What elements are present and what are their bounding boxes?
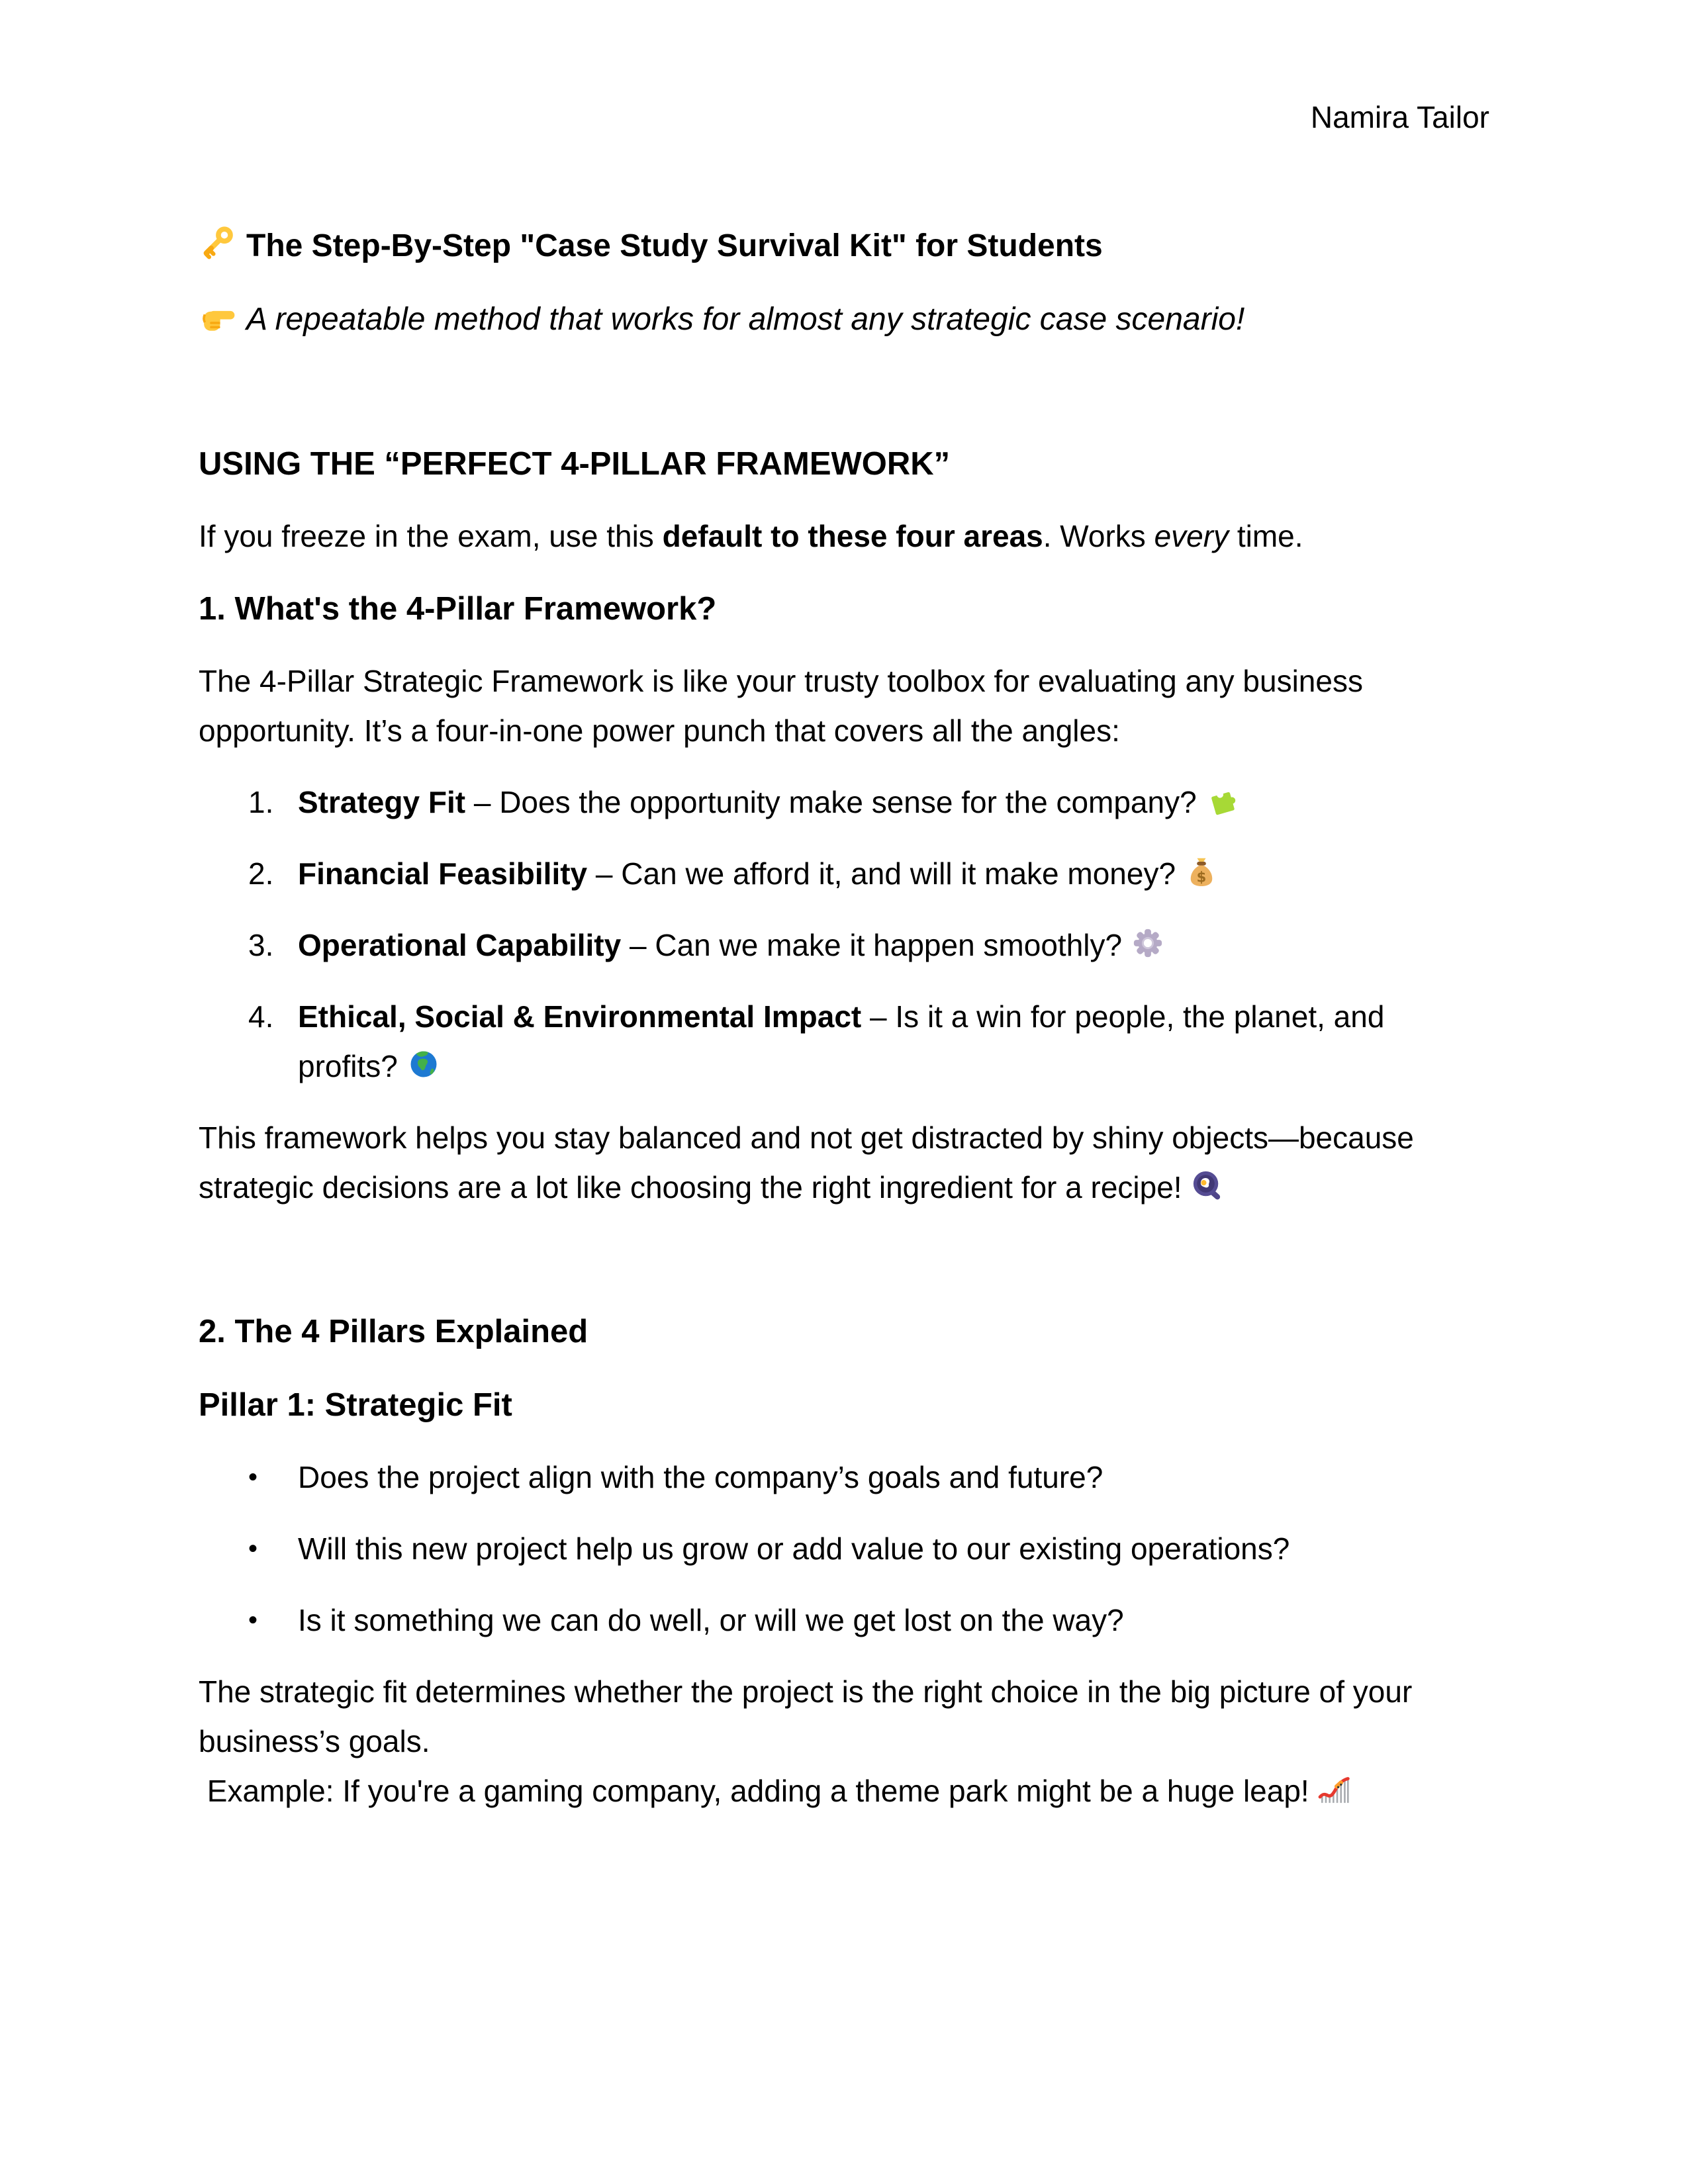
list-item-text — [298, 849, 1489, 899]
pillar-name: Strategy Fit — [298, 785, 466, 819]
pointing-right-icon — [199, 297, 237, 336]
text-segment-italic: every — [1154, 519, 1229, 553]
pillar1-heading: Pillar 1: Strategic Fit — [199, 1387, 512, 1423]
section2-heading: 2. The 4 Pillars Explained — [199, 1314, 588, 1349]
bullet-text: Is it something we can do well, or will we get lost on the way? — [298, 1603, 1124, 1637]
pillar-desc: – Can we make it happen smoothly? — [621, 928, 1131, 962]
framework-outro-paragraph — [199, 1113, 1489, 1212]
pillar-name: Financial Feasibility — [298, 856, 588, 891]
question-heading: 1. What's the 4-Pillar Framework? — [199, 591, 717, 627]
author-name: Namira Tailor — [1310, 100, 1489, 134]
puzzle-piece-icon — [1205, 783, 1239, 817]
strategic-fit-bullet-list — [199, 1453, 1489, 1645]
pillar-desc: – Does the opportunity make sense for the company? — [465, 785, 1205, 819]
gear-icon — [1131, 926, 1165, 960]
document-subtitle-text: A repeatable method that works for almost any strategic case scenario! — [246, 302, 1245, 337]
framework-paragraph: The 4-Pillar Strategic Framework is like your trusty toolbox for evaluating any business opportunity. It’s a four-in-one power punch that covers all the angles: — [199, 664, 1372, 748]
bullet-text: Does the project align with the company’s goals and future? — [298, 1460, 1103, 1494]
bullet-item-capability — [199, 1596, 1489, 1645]
closing-paragraph — [199, 1667, 1489, 1816]
key-icon — [199, 224, 237, 262]
section1-heading: USING THE “PERFECT 4-PILLAR FRAMEWORK” — [199, 446, 951, 482]
pillar-list — [199, 778, 1489, 1091]
document-title — [199, 220, 1489, 272]
money-bag-icon — [1184, 854, 1219, 889]
list-number: 1. — [248, 785, 274, 819]
text-segment: . Works — [1043, 519, 1154, 553]
pillar-name: Ethical, Social & Environmental Impact — [298, 999, 862, 1034]
bullet-marker: • — [248, 1606, 258, 1635]
document-title-text: The Step-By-Step "Case Study Survival Kit" for Students — [246, 228, 1103, 263]
example-text: Example: If you're a gaming company, adding a theme park might be a huge leap! — [199, 1774, 1318, 1808]
list-number: 3. — [248, 928, 274, 962]
spacer — [199, 1234, 1489, 1306]
bullet-text: Will this new project help us grow or add value to our existing operations? — [298, 1531, 1290, 1566]
intro-paragraph — [199, 512, 1489, 561]
list-number: 2. — [248, 856, 274, 891]
list-item-text — [298, 778, 1489, 827]
text-segment: If you freeze in the exam, use this — [199, 519, 663, 553]
roller-coaster-icon — [1317, 1772, 1352, 1806]
bullet-item-growth — [199, 1524, 1489, 1574]
text-segment: The strategic fit determines whether the project is the right choice in the big picture of your business’s goals. — [199, 1674, 1421, 1758]
list-item-strategy-fit — [199, 778, 1489, 827]
pillar-desc: – Is it a win for people, the planet, and profits? — [298, 999, 1393, 1083]
list-item-financial-feasibility — [199, 849, 1489, 899]
bullet-item-alignment — [199, 1453, 1489, 1502]
spacer — [199, 345, 1489, 438]
pillar-name: Operational Capability — [298, 928, 622, 962]
text-segment-bold: default to these four areas — [662, 519, 1043, 553]
text-segment: This framework helps you stay balanced and not get distracted by shiny objects—because strategic decisions are a lot like choosing the right ingredient for a recipe! — [199, 1120, 1423, 1205]
list-item-text — [298, 992, 1489, 1091]
list-item-text — [298, 921, 1489, 970]
globe-icon — [406, 1047, 441, 1081]
list-item-operational-capability — [199, 921, 1489, 970]
document-subtitle — [199, 294, 1489, 345]
text-segment: time. — [1229, 519, 1303, 553]
bullet-marker: • — [248, 1534, 258, 1563]
pillar-desc: – Can we afford it, and will it make money? — [587, 856, 1184, 891]
bullet-marker: • — [248, 1463, 258, 1492]
list-number: 4. — [248, 999, 274, 1034]
list-item-ethical-impact — [199, 992, 1489, 1091]
frying-pan-icon — [1190, 1168, 1225, 1203]
